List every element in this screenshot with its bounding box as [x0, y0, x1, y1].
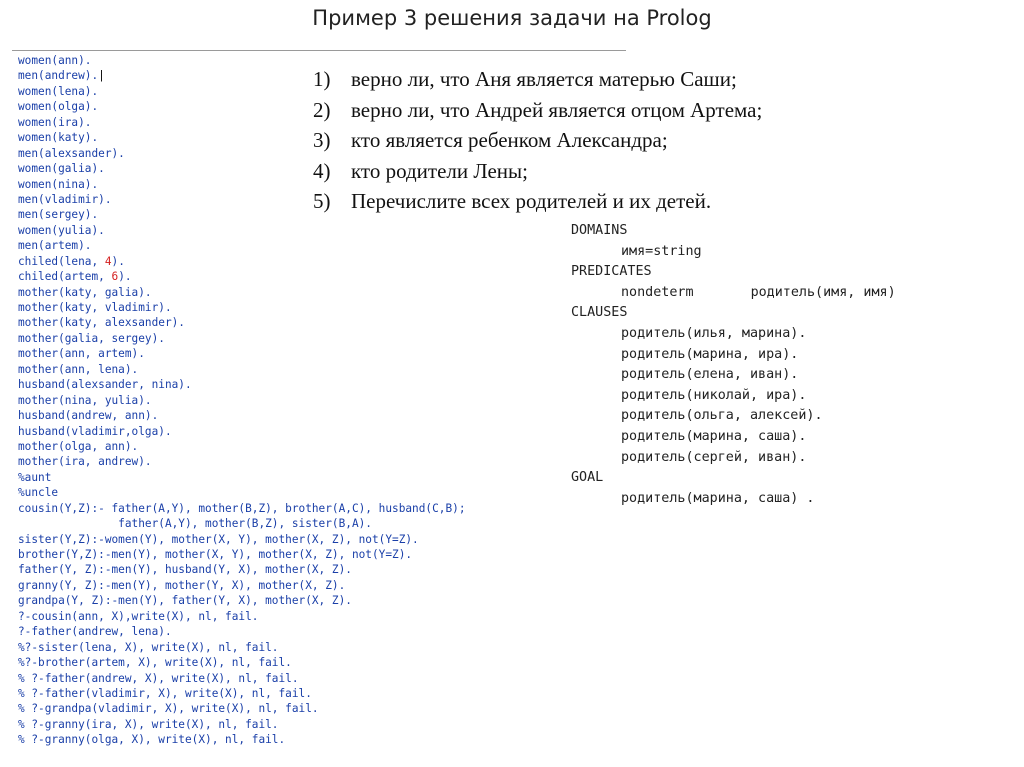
code-line — [18, 254, 466, 269]
code-line — [18, 624, 466, 639]
question-number: 4) — [313, 158, 331, 183]
code-line — [18, 717, 466, 732]
code-number: 4 — [104, 254, 112, 268]
clause-line: родитель(марина, ира). — [621, 346, 799, 362]
code-text: men(vladimir). — [18, 192, 112, 206]
code-text: % ?-grandpa(vladimir, X), write(X), nl, fail. — [18, 702, 319, 716]
code-line — [18, 362, 466, 377]
question-item — [313, 95, 762, 126]
code-line — [18, 578, 466, 593]
code-text: mother(nina, yulia). — [18, 393, 152, 407]
text-cursor: | — [98, 69, 105, 83]
code-text: % ?-granny(ira, X), write(X), nl, fail. — [18, 717, 279, 731]
code-line — [18, 331, 466, 346]
question-list — [313, 64, 762, 217]
question-text: верно ли, что Аня является матерью Саши; — [351, 67, 737, 91]
question-text: Перечислите всех родителей и их детей. — [351, 189, 712, 213]
code-text: husband(andrew, ann). — [18, 409, 159, 423]
code-text: women(yulia). — [18, 223, 105, 237]
code-line — [18, 640, 466, 655]
clause-line: родитель(ольга, алексей). — [621, 408, 823, 424]
code-line — [18, 269, 466, 284]
code-text: women(galia). — [18, 162, 105, 176]
goal-keyword: GOAL — [571, 470, 604, 486]
code-text: %aunt — [18, 470, 52, 484]
code-line — [18, 485, 466, 500]
clause-line: родитель(марина, саша). — [621, 428, 807, 444]
code-line — [18, 470, 466, 485]
domains-declaration: имя=string — [621, 243, 702, 259]
code-text: %?-brother(artem, X), write(X), nl, fail. — [18, 656, 292, 670]
code-text: % ?-father(andrew, X), write(X), nl, fail. — [18, 671, 299, 685]
code-text: women(lena). — [18, 84, 99, 98]
code-text: women(nina). — [18, 177, 99, 191]
code-text: women(ann). — [18, 54, 92, 67]
code-line — [18, 424, 466, 439]
code-line — [18, 439, 466, 454]
domains-keyword: DOMAINS — [571, 223, 628, 238]
code-line — [18, 377, 466, 392]
predicate-mode: nondeterm — [621, 284, 694, 300]
code-text: % ?-granny(olga, X), write(X), nl, fail. — [18, 733, 286, 747]
code-line — [18, 346, 466, 361]
code-line — [18, 655, 466, 670]
code-text: % ?-father(vladimir, X), write(X), nl, fail. — [18, 686, 312, 700]
code-text: father(A,Y), mother(B,Z), sister(B,A). — [18, 517, 372, 531]
code-line — [18, 593, 466, 608]
goal-query: родитель(марина, саша) . — [621, 490, 815, 506]
code-line — [18, 454, 466, 469]
code-text: men(alexsander). — [18, 146, 125, 160]
question-text: верно ли, что Андрей является отцом Артема; — [351, 97, 763, 122]
code-line — [18, 562, 466, 577]
clause-line: родитель(илья, марина). — [621, 325, 807, 341]
code-line — [18, 238, 466, 253]
code-text: women(ira). — [18, 115, 92, 129]
code-text: husband(alexsander, nina). — [18, 378, 192, 392]
code-text: mother(katy, galia). — [18, 285, 152, 299]
code-text: mother(galia, sergey). — [18, 331, 165, 345]
code-line — [18, 609, 466, 624]
code-text: men(andrew). — [18, 69, 99, 83]
predicate-declaration — [571, 283, 896, 304]
question-item — [313, 186, 762, 217]
question-number: 1) — [313, 67, 331, 91]
clauses-keyword: CLAUSES — [571, 305, 628, 321]
code-line — [18, 285, 466, 300]
code-text: granny(Y, Z):-men(Y), mother(Y, X), mother(X, Z). — [18, 578, 346, 592]
code-text: %?-sister(lena, X), write(X), nl, fail. — [18, 640, 279, 654]
clause-line: родитель(елена, иван). — [621, 367, 799, 383]
code-text: father(Y, Z):-men(Y), husband(Y, X), mother(X, Z). — [18, 563, 352, 577]
predicates-keyword: PREDICATES — [571, 264, 652, 280]
question-number: 3) — [313, 128, 331, 152]
code-text: mother(katy, vladimir). — [18, 301, 172, 314]
code-text: cousin(Y,Z):- father(A,Y), mother(B,Z), brother(A,C), husband(C,B); — [18, 501, 466, 515]
question-text: кто является ребенком Александра; — [351, 128, 668, 152]
code-line — [18, 501, 466, 516]
code-text: chiled(artem, — [18, 270, 112, 284]
code-line — [18, 315, 466, 330]
code-text: ?-cousin(ann, X),write(X), nl, fail. — [18, 609, 259, 623]
code-text: ). — [118, 270, 132, 284]
question-number: 2) — [313, 97, 331, 122]
clause-line: родитель(сергей, иван). — [621, 449, 807, 465]
question-item — [313, 156, 762, 187]
code-text: mother(ann, lena). — [18, 362, 139, 376]
code-line — [18, 300, 466, 315]
code-line — [18, 516, 466, 531]
slide-title: Пример 3 решения задачи на Prolog — [312, 6, 712, 30]
code-text: %uncle — [18, 486, 59, 500]
code-line — [18, 223, 466, 238]
clause-line: родитель(николай, ира). — [621, 387, 807, 403]
code-text: mother(katy, alexsander). — [18, 316, 185, 330]
code-text: grandpa(Y, Z):-men(Y), father(Y, X), mother(X, Z). — [18, 594, 352, 608]
code-text: ?-father(andrew, lena). — [18, 625, 172, 639]
code-line — [18, 393, 466, 408]
code-text: mother(ann, artem). — [18, 347, 145, 361]
code-line — [18, 671, 466, 686]
question-item — [313, 64, 762, 95]
code-line — [18, 686, 466, 701]
code-text: brother(Y,Z):-men(Y), mother(X, Y), mother(X, Z), not(Y=Z). — [18, 548, 413, 561]
code-line — [18, 732, 466, 747]
code-text: men(artem). — [18, 239, 92, 253]
code-text: sister(Y,Z):-women(Y), mother(X, Y), mother(X, Z), not(Y=Z). — [18, 532, 419, 546]
code-text: ). — [111, 254, 125, 268]
code-text: husband(vladimir,olga). — [18, 424, 172, 438]
code-line — [18, 408, 466, 423]
code-text: mother(olga, ann). — [18, 439, 139, 453]
code-line — [18, 547, 466, 562]
code-text: mother(ira, andrew). — [18, 455, 152, 469]
title-divider — [12, 50, 626, 51]
code-line — [18, 532, 466, 547]
code-text: chiled(lena, — [18, 254, 105, 268]
visual-prolog-program — [571, 221, 896, 509]
predicate-signature: родитель(имя, имя) — [750, 284, 896, 300]
code-text: women(katy). — [18, 131, 99, 145]
question-text: кто родители Лены; — [351, 158, 528, 183]
code-text: men(sergey). — [18, 208, 99, 222]
question-number: 5) — [313, 189, 331, 213]
question-item — [313, 125, 762, 156]
code-number: 6 — [111, 270, 119, 284]
code-line — [18, 701, 466, 716]
code-text: women(olga). — [18, 100, 99, 114]
